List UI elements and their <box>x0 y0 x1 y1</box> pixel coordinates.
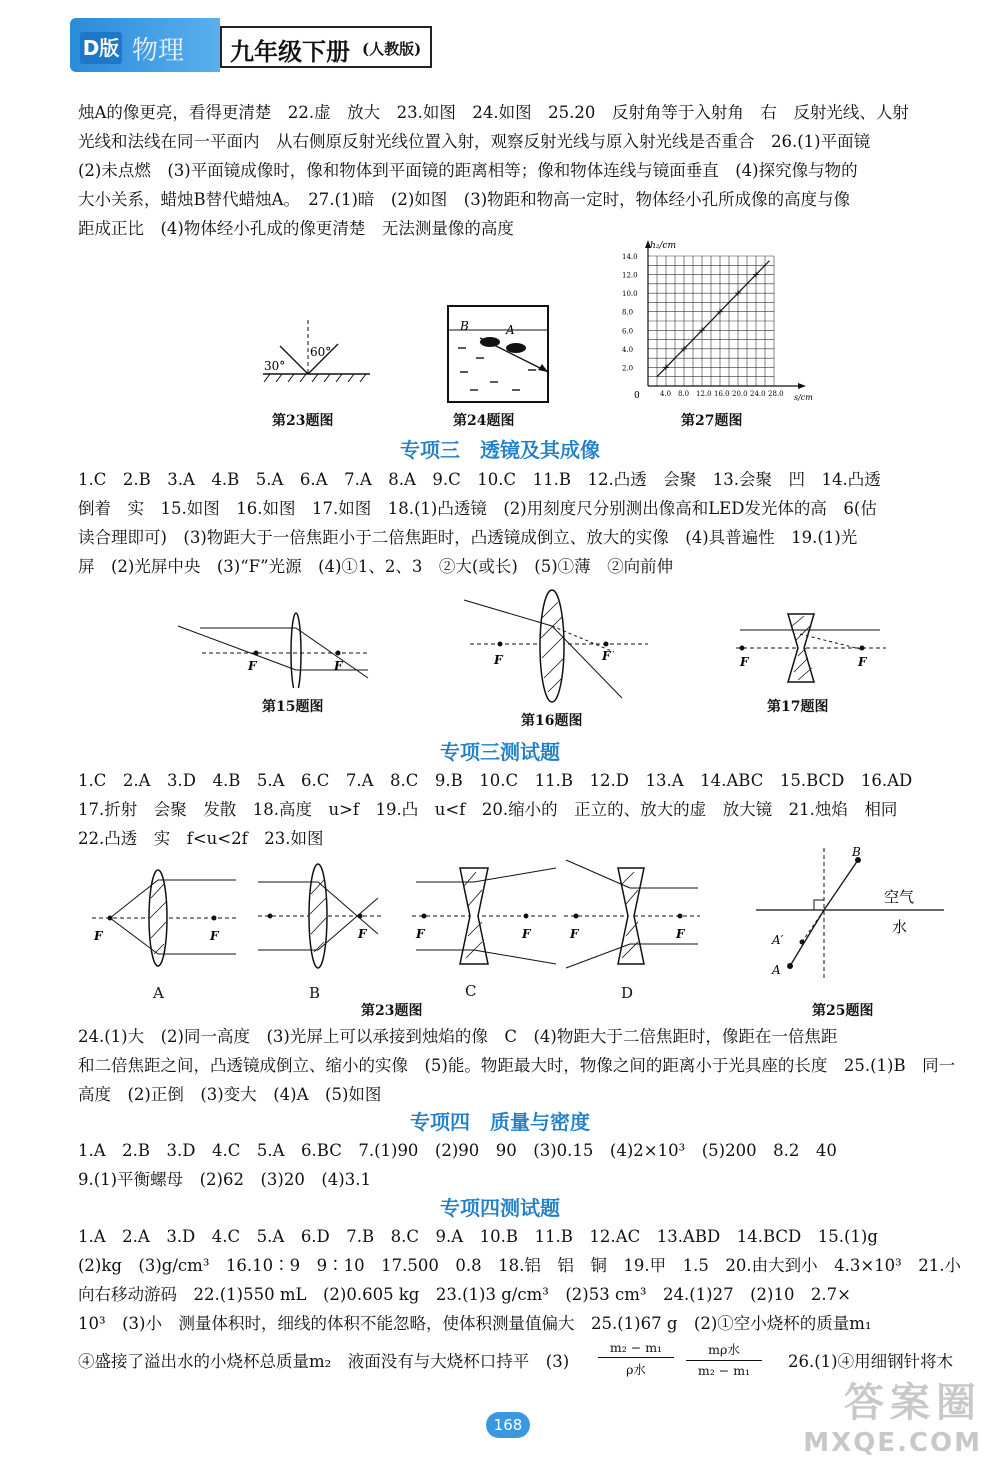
label-b: B <box>460 319 469 333</box>
section3-answers <box>78 465 968 581</box>
section3-title: 专项三 透镜及其成像 <box>400 438 600 462</box>
fig27-caption: 第27题图 <box>681 413 743 429</box>
chart-ylabel: h₂/cm <box>650 241 677 251</box>
fit-line <box>657 261 770 377</box>
focus-point-right <box>860 646 865 651</box>
text-line: 1.A 2.A 3.D 4.C 5.A 6.D 7.B 8.C 9.A 10.B 11.B 12.AC 13.ABD 14.BCD 15.(1)g <box>78 1227 878 1246</box>
fraction-2 <box>686 1340 762 1378</box>
y-tick-label: 6.0 <box>622 327 634 336</box>
x-tick-label: 12.0 <box>696 390 712 398</box>
focus-label: F <box>570 927 579 941</box>
text-segment: 26.(1)④用细钢针将木 <box>788 1352 954 1371</box>
fig27-chart <box>618 236 818 408</box>
lens <box>291 613 301 688</box>
test3-answers <box>78 766 968 853</box>
fig24-tank-diagram <box>440 300 560 406</box>
focus-label: F <box>248 659 257 673</box>
watermark <box>803 1371 982 1458</box>
text-line: 烛A的像更亮，看得更清楚 22.虚 放大 23.如图 24.如图 25.20 反射角等于入射角 右 反射光线、人射 <box>78 103 909 122</box>
fig23-caption: 第23题图 <box>272 413 334 429</box>
angle-label-60: 60° <box>310 345 332 359</box>
x-tick-label: 4.0 <box>660 390 672 398</box>
fig15-caption: 第15题图 <box>262 699 324 715</box>
focus-point <box>524 914 529 919</box>
test3-title: 专项三测试题 <box>440 740 560 764</box>
page-header <box>70 18 430 72</box>
ray-through-focus <box>178 626 296 670</box>
focus-point-left <box>740 646 745 651</box>
focus-point-right <box>604 642 609 647</box>
test3-fig23-caption: 第23题图 <box>361 1003 423 1019</box>
fig23b-convex-lens <box>256 858 386 970</box>
label-b: B <box>852 846 861 859</box>
fish-b <box>480 337 500 347</box>
text-line: 倒着 实 15.如图 16.如图 17.如图 18.(1)凸透镜 (2)用刻度尺分别测出像高和LED发光体的高 6(估 <box>78 499 877 518</box>
y-tick-label: 2.0 <box>622 364 634 373</box>
y-tick-label: 8.0 <box>622 308 634 317</box>
focus-point-right <box>336 651 341 656</box>
text-line: 24.(1)大 (2)同一高度 (3)光屏上可以承接到烛焰的像 C (4)物距大于二倍焦距时，像距在一倍焦距 <box>78 1027 838 1046</box>
right-angle-mark <box>814 900 824 910</box>
fig17-caption: 第17题图 <box>767 699 829 715</box>
watermark-text: 答案圈 <box>844 1380 982 1426</box>
section4-answers <box>78 1136 968 1194</box>
focus-point <box>212 916 217 921</box>
text-line: 屏 (2)光屏中央 (3)“F”光源 (4)①1、2、3 ②大(或长) (5)①薄 ②向前伸 <box>78 557 674 576</box>
text-line: 读合理即可) (3)物距大于一倍焦距小于二倍焦距时，凸透镜成倒立、放大的实像 (4)具普遍性 19.(1)光 <box>78 528 858 547</box>
fig25-refraction-diagram <box>752 846 948 980</box>
fish-a <box>506 343 526 353</box>
text-line: 和二倍焦距之间，凸透镜成倒立、缩小的实像 (5)能。物距最大时，物像之间的距离小于光具座的长度 25.(1)B 同一 <box>78 1056 956 1075</box>
angle-label-30: 30° <box>264 359 286 373</box>
fig-label-b: B <box>309 984 321 1002</box>
label-a-prime: A′ <box>772 933 784 947</box>
fig23d-concave-lens <box>562 856 702 970</box>
text-line: (2)未点燃 (3)平面镜成像时，像和物体到平面镜的距离相等；像和物体连线与镜面垂直 (4)探究像与物的 <box>78 161 858 180</box>
fig23-reflection-diagram <box>258 318 378 388</box>
fig17-concave-lens <box>730 610 890 690</box>
focus-label: F <box>358 927 367 941</box>
test3-fig25-caption: 第25题图 <box>812 1003 874 1019</box>
ray-arrow <box>538 364 548 372</box>
focus-label: F <box>210 929 219 943</box>
focus-label: F <box>740 655 749 669</box>
water-marks <box>458 348 536 390</box>
focus-label: F <box>522 927 531 941</box>
focus-point <box>574 914 579 919</box>
edition-badge: D版 <box>80 32 122 64</box>
fraction-1 <box>598 1340 674 1378</box>
fig-label-c: C <box>465 982 477 1000</box>
fig16-convex-lens <box>462 588 652 712</box>
lens <box>788 614 814 682</box>
x-tick-label: 24.0 <box>750 390 766 398</box>
text-segment: ④盛接了溢出水的小烧杯总质量m₂ 液面没有与大烧杯口持平 (3) <box>78 1352 570 1371</box>
light-ray <box>480 338 548 372</box>
lens <box>540 590 564 702</box>
label-a: A <box>506 323 515 337</box>
x-tick-label: 16.0 <box>714 390 730 398</box>
focus-label: F <box>858 655 867 669</box>
section4-title: 专项四 质量与密度 <box>410 1110 590 1134</box>
test3-answers-2 <box>78 1022 968 1109</box>
y-tick-label: 14.0 <box>622 253 638 261</box>
page-number: 168 <box>486 1412 530 1438</box>
x-axis-arrow <box>798 383 806 389</box>
fraction-1-denominator: ρ水 <box>626 1362 646 1377</box>
text-line: (2)kg (3)g/cm³ 16.10∶9 9∶10 17.500 0.8 18.铝 铝 铜 19.甲 1.5 20.由大到小 4.3×10³ 21.小 <box>78 1256 962 1275</box>
fig16-caption: 第16题图 <box>521 713 583 729</box>
focus-label: F <box>334 659 343 673</box>
subject-label: 物理 <box>132 36 185 66</box>
focus-point <box>358 914 363 919</box>
label-water: 水 <box>892 918 908 936</box>
y-tick-label: 4.0 <box>622 345 634 354</box>
focus-point <box>678 914 683 919</box>
fig23a-convex-lens <box>88 868 238 968</box>
focus-label: F <box>676 927 685 941</box>
label-a: A <box>772 963 781 977</box>
text-line: 光线和法线在同一平面内 从右侧原反射光线位置入射，观察反射光线与原入射光线是否重合 26.(1)平面镜 <box>78 132 871 151</box>
grade-label: 九年级下册 <box>230 37 350 66</box>
focus-label: F <box>602 649 611 663</box>
fig24-caption: 第24题图 <box>453 413 515 429</box>
text-line: 9.(1)平衡螺母 (2)62 (3)20 (4)3.1 <box>78 1170 371 1189</box>
text-line: 1.C 2.A 3.D 4.B 5.A 6.C 7.A 8.C 9.B 10.C 11.B 12.D 13.A 14.ABC 15.BCD 16.AD <box>78 771 913 790</box>
x-tick-label: 28.0 <box>768 390 784 398</box>
fig-label-d: D <box>621 984 634 1002</box>
text-line: 10³ (3)小 测量体积时，细线的体积不能忽略，使体积测量值偏大 25.(1)67 g (2)①空小烧杯的质量m₁ <box>78 1314 872 1333</box>
edition-label: (人教版) <box>362 40 422 58</box>
text-line: 距成正比 (4)物体经小孔成的像更清楚 无法测量像的高度 <box>78 219 514 238</box>
answers-block-1 <box>78 98 968 243</box>
chart-series <box>657 261 770 377</box>
focus-point <box>422 914 427 919</box>
point-a <box>787 963 793 969</box>
text-line: 1.A 2.B 3.D 4.C 5.A 6.BC 7.(1)90 (2)90 90 (3)0.15 (4)2×10³ (5)200 8.2 40 <box>78 1141 837 1160</box>
grade-box <box>220 26 432 68</box>
refracted-ray <box>824 860 858 910</box>
point-a-prime <box>800 940 805 945</box>
chart-axes <box>645 240 806 389</box>
test4-answers <box>78 1222 968 1338</box>
x-tick-label: 20.0 <box>732 390 748 398</box>
fig-label-a: A <box>153 984 164 1002</box>
watermark-url: MXQE.COM <box>803 1428 982 1458</box>
text-line: 22.凸透 实 f<u<2f 23.如图 <box>78 829 324 848</box>
text-line: 向右移动游码 22.(1)550 mL (2)0.605 kg 23.(1)3 g/cm³ (2)53 cm³ 24.(1)27 (2)10 2.7× <box>78 1285 852 1304</box>
y-tick-label: 10.0 <box>622 290 638 299</box>
text-line: 大小关系，蜡烛B替代蜡烛A。 27.(1)暗 (2)如图 (3)物距和物高一定时，物体经小孔所成像的高度与像 <box>78 190 851 209</box>
fig23c-concave-lens <box>410 864 560 968</box>
focus-point-left <box>254 651 259 656</box>
focus-point <box>268 914 273 919</box>
focus-point-left <box>498 642 503 647</box>
text-line: 1.C 2.B 3.A 4.B 5.A 6.A 7.A 8.A 9.C 10.C 11.B 12.凸透 会聚 13.会聚 凹 14.凸透 <box>78 470 881 489</box>
x-tick-label: 8.0 <box>678 390 690 398</box>
chart-xlabel: s/cm <box>794 393 813 402</box>
chart-origin-label: 0 <box>634 391 640 401</box>
focus-label: F <box>94 929 103 943</box>
y-tick-label: 12.0 <box>622 271 638 280</box>
fig15-convex-lens <box>172 608 372 688</box>
fraction-2-numerator: mρ水 <box>686 1340 762 1361</box>
mirror-hatch <box>264 374 366 382</box>
incident-ray <box>790 910 824 966</box>
label-air: 空气 <box>884 888 915 906</box>
text-line: 高度 (2)正倒 (3)变大 (4)A (5)如图 <box>78 1085 382 1104</box>
fraction-2-denominator: m₂ − m₁ <box>697 1363 751 1378</box>
ray-in <box>464 600 552 626</box>
lens <box>309 864 327 968</box>
focus-label: F <box>494 653 503 667</box>
test4-title: 专项四测试题 <box>440 1196 560 1220</box>
text-line: 17.折射 会聚 发散 18.高度 u>f 19.凸 u<f 20.缩小的 正立的、放大的虚 放大镜 21.烛焰 相同 <box>78 800 898 819</box>
focus-label: F <box>416 927 425 941</box>
fraction-1-numerator: m₂ − m₁ <box>598 1340 674 1358</box>
